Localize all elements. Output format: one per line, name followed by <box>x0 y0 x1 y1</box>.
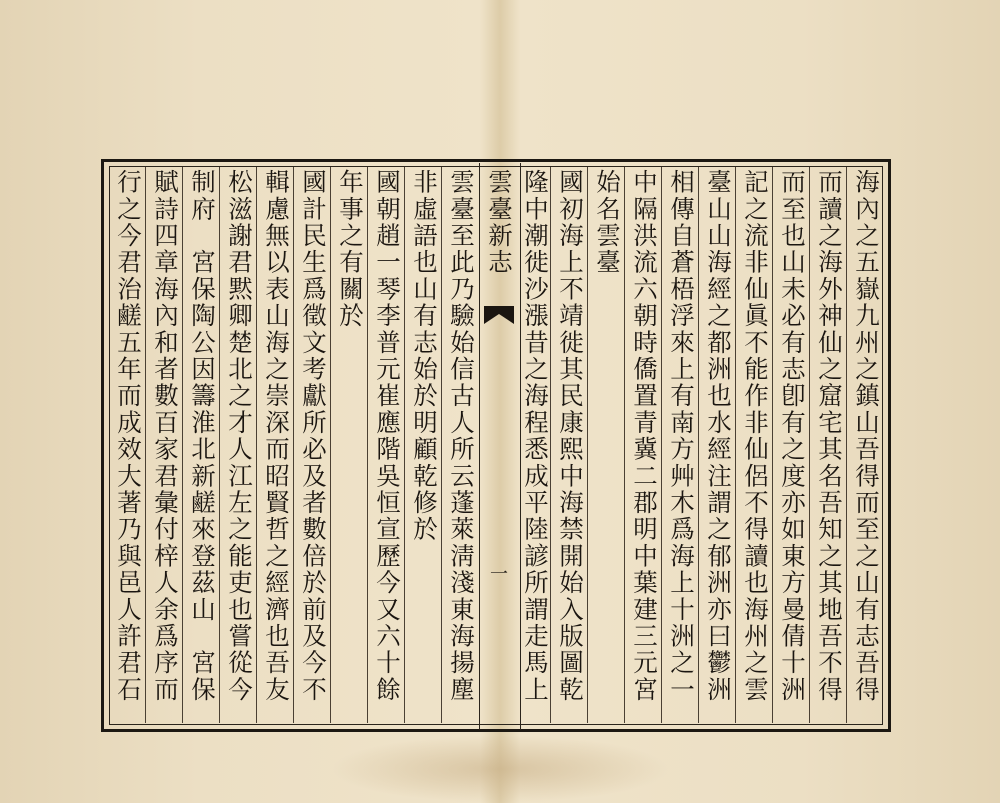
column-rule <box>367 167 368 723</box>
water-stain <box>330 735 670 803</box>
text-column: 國朝趙一琴李普元崔應階吳恒宣歷今又六十餘 <box>373 169 402 703</box>
text-column: 相傳自蒼梧浮來上有南方艸木爲海上十洲之一 <box>667 169 696 703</box>
text-column: 中隔洪流六朝時僑置青冀二郡明中葉建三元宮 <box>630 169 659 703</box>
fishtail-icon <box>484 306 514 328</box>
column-rule <box>550 167 551 723</box>
column-rule <box>661 167 662 723</box>
column-rule <box>256 167 257 723</box>
column-rule <box>772 167 773 723</box>
text-column: 非虛語也山有志始於明顧乾修於 <box>410 169 439 543</box>
text-column: 松滋謝君黙卿楚北之才人江左之能吏也嘗從今 <box>225 169 254 703</box>
page-number: 一 <box>490 564 508 585</box>
column-rule <box>404 167 405 723</box>
text-column: 隆中潮徙沙漲昔之海程悉成平陸諺所謂走馬上 <box>521 169 550 703</box>
column-rule <box>735 167 736 723</box>
text-column: 輯慮無以表山海之崇深而昭賢哲之經濟也吾友 <box>262 169 291 703</box>
text-column: 而讀之海外神仙之窟宅其名吾知之其地吾不得 <box>815 169 844 703</box>
column-rule <box>330 167 331 723</box>
column-rule <box>624 167 625 723</box>
text-column: 而至也山未必有志卽有之度亦如東方曼倩十洲 <box>778 169 807 703</box>
text-column: 雲臺至此乃驗始信古人所云蓬萊淸淺東海揚塵 <box>447 169 476 703</box>
text-column: 臺山山海經之都洲也水經注謂之郁洲亦曰鬱洲 <box>704 169 733 703</box>
text-column: 國計民生爲徵文考獻所必及者數倍於前及今不 <box>299 169 328 703</box>
column-rule <box>698 167 699 723</box>
text-column: 賦詩四章海內和者數百家君彙付梓人余爲序而 <box>151 169 180 703</box>
column-rule <box>182 167 183 723</box>
text-column: 記之流非仙眞不能作非仙侶不得讀也海州之雲 <box>741 169 770 703</box>
text-column: 海內之五嶽九州之鎮山吾得而至之山有志吾得 <box>852 169 881 703</box>
text-column: 行之今君治鹺五年而成效大著乃與邑人許君石 <box>114 169 143 703</box>
column-rule <box>145 167 146 723</box>
text-column: 制府 宮保陶公因籌淮北新鹺來登茲山 宮保 <box>188 169 217 703</box>
column-rule <box>293 167 294 723</box>
column-rule <box>441 167 442 723</box>
center-title: 雲臺新志 <box>485 169 514 276</box>
column-rule <box>219 167 220 723</box>
column-rule <box>587 167 588 723</box>
text-column: 國初海上不靖徙其民康熙中海禁開始入版圖乾 <box>556 169 585 703</box>
text-column: 始名雲臺 <box>593 169 622 276</box>
column-rule <box>809 167 810 723</box>
column-rule <box>846 167 847 723</box>
text-column: 年事之有關於 <box>336 169 365 330</box>
